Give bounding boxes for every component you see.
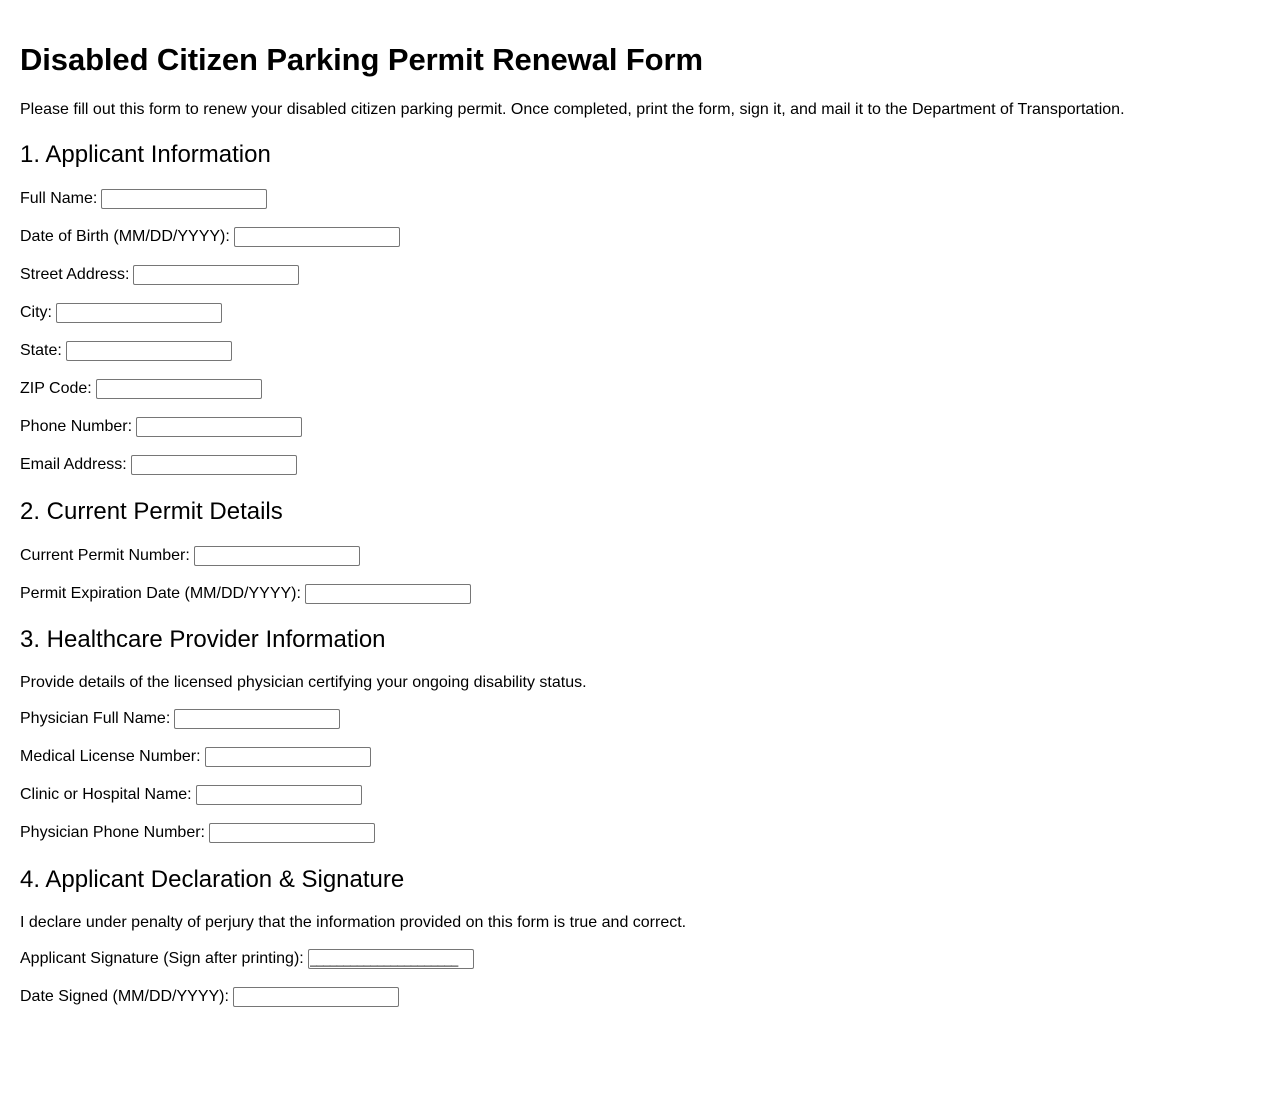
city-input[interactable]	[56, 303, 222, 323]
city-label: City:	[20, 304, 52, 321]
field-row-date-signed	[20, 986, 399, 1008]
phone-number-label: Phone Number:	[20, 418, 133, 435]
zip-code-input[interactable]	[96, 379, 262, 399]
form-intro: Please fill out this form to renew your disabled citizen parking permit. Once completed, print the form, sign it, and mail it to the Department of Transportation.	[20, 101, 1125, 118]
email-address-input[interactable]	[131, 455, 297, 475]
physician-phone-number-input[interactable]	[209, 823, 375, 843]
applicant-signature-label: Applicant Signature (Sign after printing):	[20, 950, 304, 967]
clinic-name-label: Clinic or Hospital Name:	[20, 786, 192, 803]
field-row-date-of-birth	[20, 226, 400, 248]
full-name-label: Full Name:	[20, 190, 98, 207]
field-row-zip-code	[20, 378, 262, 400]
permit-expiration-date-label: Permit Expiration Date (MM/DD/YYYY):	[20, 585, 301, 602]
full-name-input[interactable]	[101, 189, 267, 209]
applicant-signature-input[interactable]	[308, 949, 474, 969]
date-signed-label: Date Signed (MM/DD/YYYY):	[20, 988, 229, 1005]
field-row-physician-phone-number	[20, 822, 375, 844]
declaration-note: I declare under penalty of perjury that the information provided on this form is true and correct.	[20, 914, 687, 931]
phone-number-input[interactable]	[136, 417, 302, 437]
date-signed-input[interactable]	[233, 987, 399, 1007]
date-of-birth-input[interactable]	[234, 227, 400, 247]
email-address-label: Email Address:	[20, 456, 127, 473]
field-row-email-address	[20, 454, 297, 476]
permit-expiration-date-input[interactable]	[305, 584, 471, 604]
page-title: Disabled Citizen Parking Permit Renewal Form	[20, 42, 703, 77]
section-declaration-heading: 4. Applicant Declaration & Signature	[20, 866, 405, 893]
field-row-city	[20, 302, 222, 324]
section-applicant-heading: 1. Applicant Information	[20, 141, 271, 168]
zip-code-label: ZIP Code:	[20, 380, 92, 397]
field-row-applicant-signature	[20, 948, 474, 970]
physician-phone-number-label: Physician Phone Number:	[20, 824, 205, 841]
date-of-birth-label: Date of Birth (MM/DD/YYYY):	[20, 228, 230, 245]
medical-license-number-input[interactable]	[205, 747, 371, 767]
field-row-full-name	[20, 188, 267, 210]
physician-full-name-label: Physician Full Name:	[20, 710, 171, 727]
field-row-medical-license-number	[20, 746, 371, 768]
clinic-name-input[interactable]	[196, 785, 362, 805]
street-address-label: Street Address:	[20, 266, 130, 283]
section-healthcare-heading: 3. Healthcare Provider Information	[20, 626, 386, 653]
field-row-physician-full-name	[20, 708, 340, 730]
state-input[interactable]	[66, 341, 232, 361]
state-label: State:	[20, 342, 62, 359]
section-permit-heading: 2. Current Permit Details	[20, 498, 283, 525]
field-row-permit-expiration-date	[20, 583, 471, 605]
healthcare-note: Provide details of the licensed physician certifying your ongoing disability status.	[20, 674, 587, 691]
current-permit-number-label: Current Permit Number:	[20, 547, 190, 564]
field-row-phone-number	[20, 416, 302, 438]
field-row-street-address	[20, 264, 299, 286]
current-permit-number-input[interactable]	[194, 546, 360, 566]
field-row-current-permit-number	[20, 545, 360, 567]
medical-license-number-label: Medical License Number:	[20, 748, 201, 765]
physician-full-name-input[interactable]	[174, 709, 340, 729]
field-row-clinic-name	[20, 784, 362, 806]
field-row-state	[20, 340, 232, 362]
street-address-input[interactable]	[133, 265, 299, 285]
